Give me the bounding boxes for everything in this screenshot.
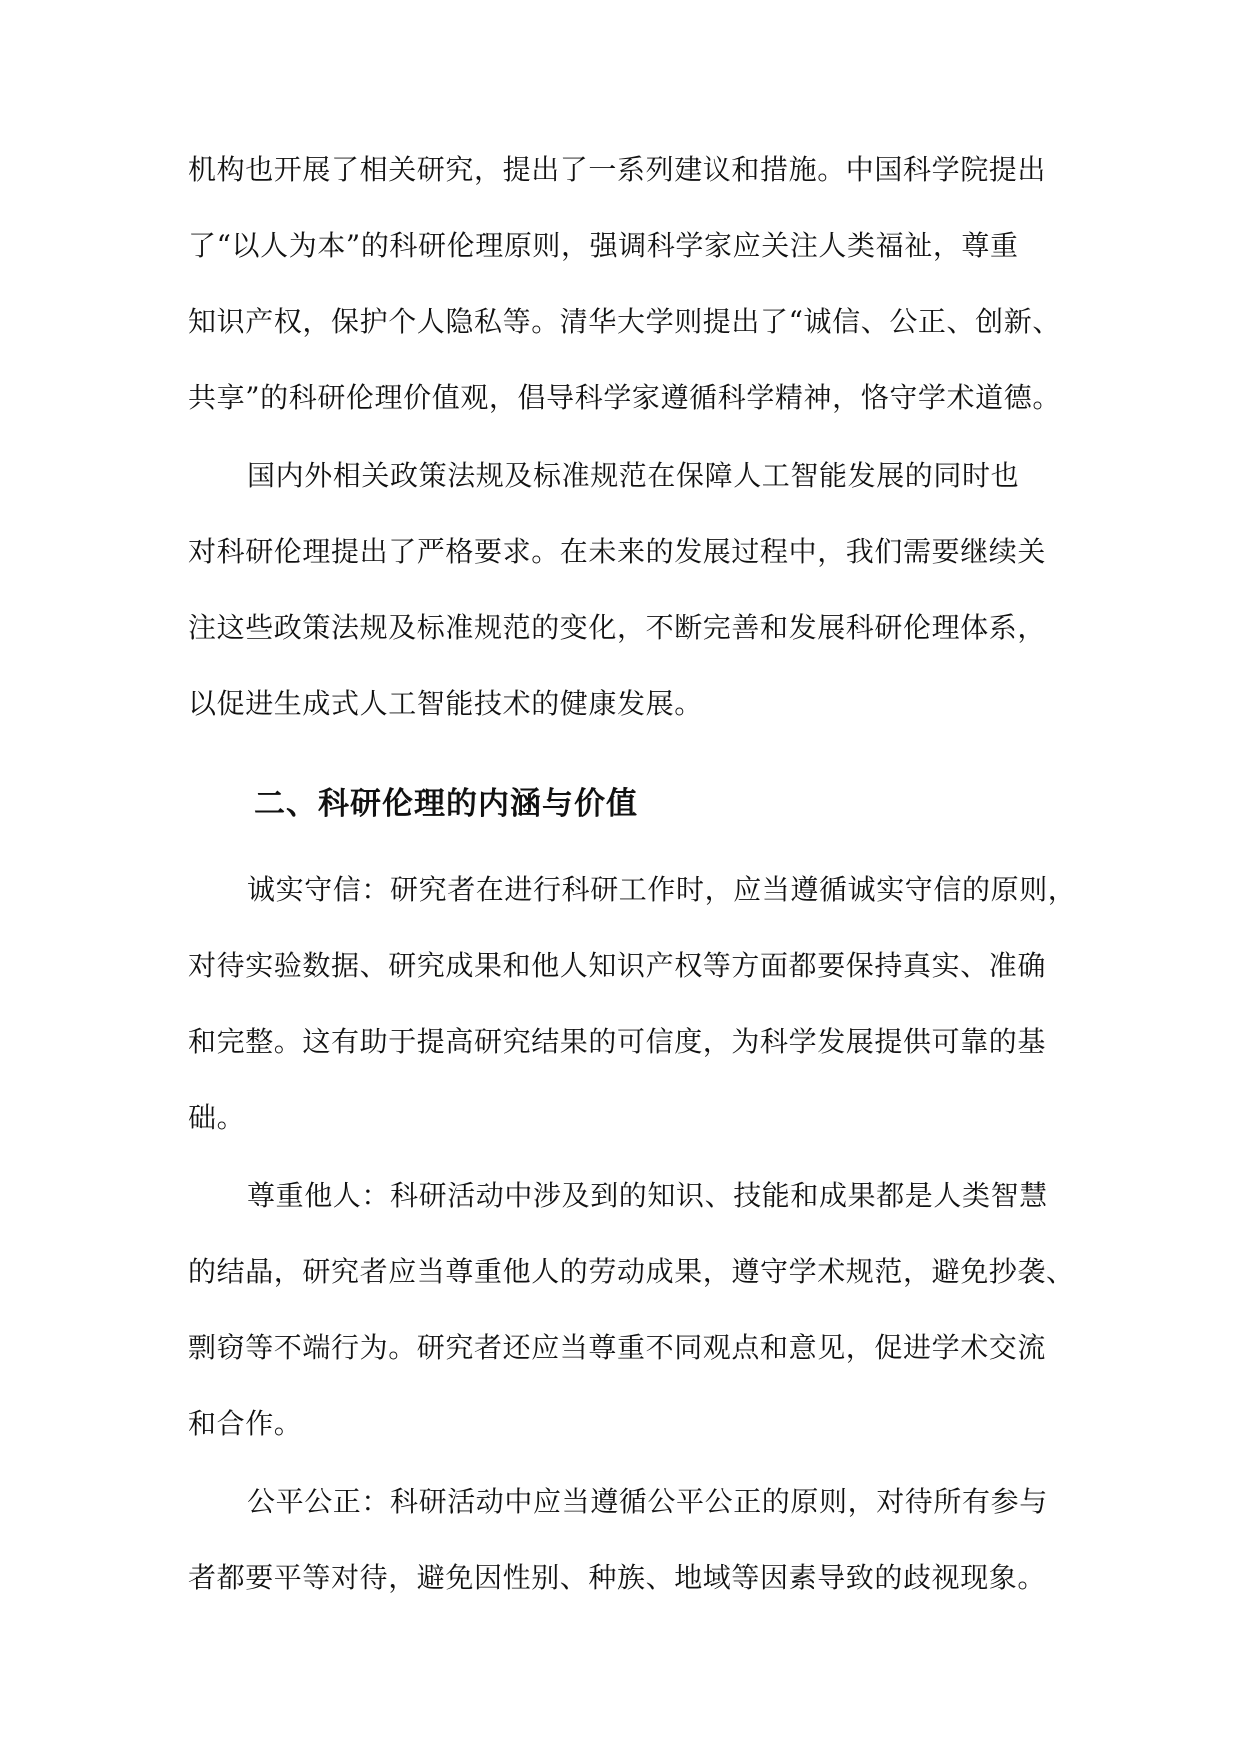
paragraph-1-line-2: 了“以人为本”的科研伦理原则，强调科学家应关注人类福祉，尊重	[188, 229, 1019, 262]
paragraph-1-line-3: 知识产权，保护个人隐私等。清华大学则提出了“诚信、公正、创新、	[188, 305, 1061, 338]
paragraph-3-line-3: 和完整。这有助于提高研究结果的可信度，为科学发展提供可靠的基	[188, 1025, 1047, 1058]
paragraph-3-line-1: 诚实守信：研究者在进行科研工作时，应当遵循诚实守信的原则，	[247, 873, 1077, 906]
paragraph-4-line-4: 和合作。	[188, 1407, 303, 1440]
paragraph-4-line-3: 剽窃等不端行为。研究者还应当尊重不同观点和意见，促进学术交流	[188, 1331, 1047, 1364]
paragraph-2-line-2: 对科研伦理提出了严格要求。在未来的发展过程中，我们需要继续关	[188, 535, 1047, 568]
paragraph-3-line-4: 础。	[188, 1101, 246, 1134]
paragraph-4-line-2: 的结晶，研究者应当尊重他人的劳动成果，遵守学术规范，避免抄袭、	[188, 1255, 1075, 1288]
paragraph-2-line-1: 国内外相关政策法规及标准规范在保障人工智能发展的同时也	[247, 459, 1020, 492]
paragraph-4-line-1: 尊重他人：科研活动中涉及到的知识、技能和成果都是人类智慧	[247, 1179, 1048, 1212]
paragraph-2-line-4: 以促进生成式人工智能技术的健康发展。	[188, 687, 703, 720]
paragraph-1-line-4: 共享”的科研伦理价值观，倡导科学家遵循科学精神，恪守学术道德。	[188, 381, 1061, 414]
paragraph-1-line-1: 机构也开展了相关研究，提出了一系列建议和措施。中国科学院提出	[188, 153, 1047, 186]
paragraph-5-line-1: 公平公正：科研活动中应当遵循公平公正的原则，对待所有参与	[247, 1485, 1048, 1518]
paragraph-2-line-3: 注这些政策法规及标准规范的变化，不断完善和发展科研伦理体系，	[188, 611, 1047, 644]
paragraph-3-line-2: 对待实验数据、研究成果和他人知识产权等方面都要保持真实、准确	[188, 949, 1047, 982]
section-heading: 二、科研伦理的内涵与价值	[254, 786, 638, 822]
paragraph-5-line-2: 者都要平等对待，避免因性别、种族、地域等因素导致的歧视现象。	[188, 1561, 1047, 1594]
